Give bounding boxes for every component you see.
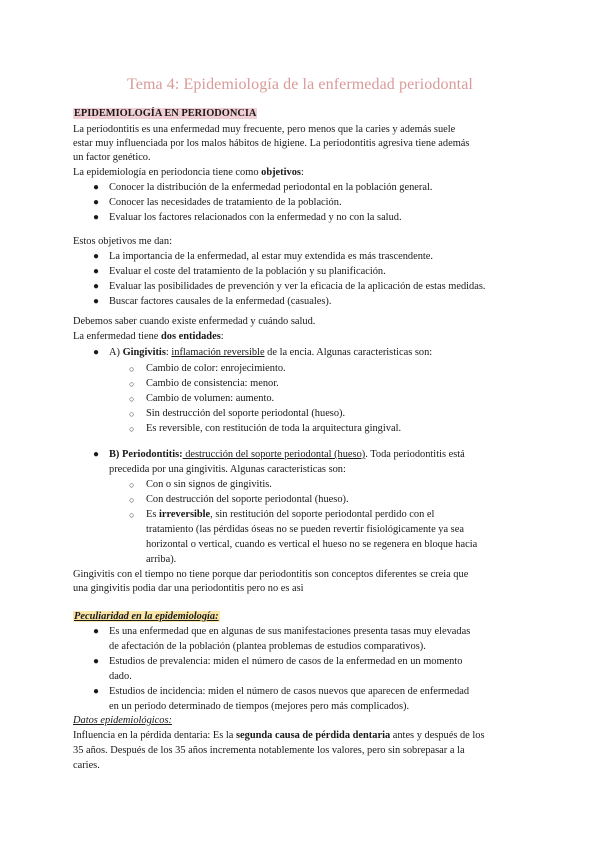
sub-list-item: Cambio de volumen: aumento. xyxy=(146,393,275,404)
list-item: Es una enfermedad que en algunas de sus manifestaciones presenta tasas muy elevadas xyxy=(109,626,471,637)
circle-bullet-icon: ○ xyxy=(129,409,135,419)
sub-heading xyxy=(73,714,172,728)
text: Es xyxy=(146,509,159,520)
sub-list-item: Cambio de color: enrojecimiento. xyxy=(146,363,286,374)
sub-list-item: Sin destrucción del soporte periodontal (hueso). xyxy=(146,408,346,419)
sub-list-item: Cambio de consistencia: menor. xyxy=(146,378,279,389)
sub-heading-text: Datos epidemiológicos: xyxy=(73,715,172,726)
paragraph-line xyxy=(73,166,304,180)
bullet-icon: ● xyxy=(93,656,100,667)
section-heading xyxy=(73,107,257,121)
list-item: Conocer la distribución de la enfermedad periodontal en la población general. xyxy=(109,182,433,193)
bullet-icon: ● xyxy=(93,266,100,277)
paragraph-line: La periodontitis es una enfermedad muy frecuente, pero menos que la caries y además suele xyxy=(73,124,456,135)
list-item xyxy=(109,346,432,360)
bullet-icon: ● xyxy=(93,197,100,208)
text: A) xyxy=(109,347,123,358)
bullet-icon: ● xyxy=(93,449,100,460)
bullet-icon: ● xyxy=(93,296,100,307)
list-item: Conocer las necesidades de tratamiento de la población. xyxy=(109,197,342,208)
bold-text: segunda causa de pérdida dentaria xyxy=(236,730,391,741)
text: : xyxy=(220,331,224,342)
text: antes y después de los xyxy=(390,730,485,741)
list-item: Estudios de incidencia: miden el número de casos nuevos que aparecen de enfermedad xyxy=(109,686,470,697)
list-item-continuation: en un periodo determinado de tiempos (mejores pero más complicados). xyxy=(109,701,410,712)
text: : xyxy=(300,167,304,178)
page-title: Tema 4: Epidemiología de la enfermedad periodontal xyxy=(127,76,473,93)
list-item: Buscar factores causales de la enfermedad (casuales). xyxy=(109,296,332,307)
bullet-icon: ● xyxy=(93,347,100,358)
sub-list-item-continuation: arriba). xyxy=(146,554,177,565)
underlined-text: inflamación reversible xyxy=(171,347,265,358)
paragraph-line: una gingivitis podia dar una periodontitis pero no es asi xyxy=(73,583,304,594)
text: La enfermedad tiene xyxy=(73,331,161,342)
underlined-text: destrucción del soporte periodontal (hueso) xyxy=(182,449,366,460)
list-item: Estudios de prevalencia: miden el número de casos de la enfermedad en un momento xyxy=(109,656,463,667)
bold-text: objetivos xyxy=(261,167,301,178)
paragraph-line: caries. xyxy=(73,760,100,771)
list-item-continuation: de afectación de la población (plantea problemas de estudios comparativos). xyxy=(109,641,426,652)
bold-text: Gingivitis xyxy=(122,347,166,358)
text: Influencia en la pérdida dentaria: Es la xyxy=(73,730,236,741)
section-heading xyxy=(73,610,220,624)
paragraph-line xyxy=(73,729,485,743)
circle-bullet-icon: ○ xyxy=(129,379,135,389)
list-item: Evaluar las posibilidades de prevención y ver la eficacia de la aplicación de estas medidas. xyxy=(109,281,486,292)
text: : xyxy=(165,347,172,358)
bullet-icon: ● xyxy=(93,251,100,262)
list-item: La importancia de la enfermedad, al estar muy extendida es más trascendente. xyxy=(109,251,433,262)
bullet-icon: ● xyxy=(93,686,100,697)
sub-list-item xyxy=(146,508,434,522)
circle-bullet-icon: ○ xyxy=(129,510,135,520)
sub-list-item-continuation: tratamiento (las pérdidas óseas no se pueden revertir fisiológicamente ya sea xyxy=(146,524,464,535)
paragraph-line xyxy=(73,330,224,344)
paragraph-line: Estos objetivos me dan: xyxy=(73,236,172,247)
section-heading-text: Peculiaridad en la epidemiología: xyxy=(74,611,219,622)
list-item xyxy=(109,448,465,462)
bold-text: dos entidades xyxy=(160,331,221,342)
text: , sin restitución del soporte periodontal perdido con el xyxy=(210,509,435,520)
circle-bullet-icon: ○ xyxy=(129,364,135,374)
text: . Toda periodontitis está xyxy=(365,449,465,460)
circle-bullet-icon: ○ xyxy=(129,394,135,404)
circle-bullet-icon: ○ xyxy=(129,480,135,490)
list-item: Evaluar los factores relacionados con la enfermedad y no con la salud. xyxy=(109,212,402,223)
bold-text: B) Periodontitis: xyxy=(109,449,183,460)
bold-text: irreversible xyxy=(159,509,211,520)
circle-bullet-icon: ○ xyxy=(129,424,135,434)
list-item-continuation: dado. xyxy=(109,671,132,682)
bullet-icon: ● xyxy=(93,182,100,193)
paragraph-line: Gingivitis con el tiempo no tiene porque dar periodontitis son conceptos diferentes se creia que xyxy=(73,569,469,580)
list-item-continuation: precedida por una gingivitis. Algunas caracteristicas son: xyxy=(109,464,346,475)
circle-bullet-icon: ○ xyxy=(129,495,135,505)
sub-list-item: Con destrucción del soporte periodontal (hueso). xyxy=(146,494,349,505)
text: La epidemiología en periodoncia tiene como xyxy=(73,167,262,178)
section-heading-text: EPIDEMIOLOGÍA EN PERIODONCIA xyxy=(74,108,257,119)
paragraph-line: 35 años. Después de los 35 años incrementa notablemente los valores, pero sin sobrepasar a la xyxy=(73,745,465,756)
bullet-icon: ● xyxy=(93,626,100,637)
bullet-icon: ● xyxy=(93,281,100,292)
paragraph-line: un factor genético. xyxy=(73,152,151,163)
paragraph-line: Debemos saber cuando existe enfermedad y cuándo salud. xyxy=(73,316,316,327)
bullet-icon: ● xyxy=(93,212,100,223)
text: de la encia. Algunas caracteristicas son: xyxy=(264,347,433,358)
sub-list-item: Es reversible, con restitución de toda la arquitectura gingival. xyxy=(146,423,402,434)
list-item: Evaluar el coste del tratamiento de la población y su planificación. xyxy=(109,266,386,277)
sub-list-item-continuation: horizontal o vertical, cuando es vertical el hueso no se regenera en bloque hacia xyxy=(146,539,478,550)
paragraph-line: estar muy influenciada por los malos hábitos de higiene. La periodontitis agresiva tiene además xyxy=(73,138,470,149)
sub-list-item: Con o sin signos de gingivitis. xyxy=(146,479,272,490)
